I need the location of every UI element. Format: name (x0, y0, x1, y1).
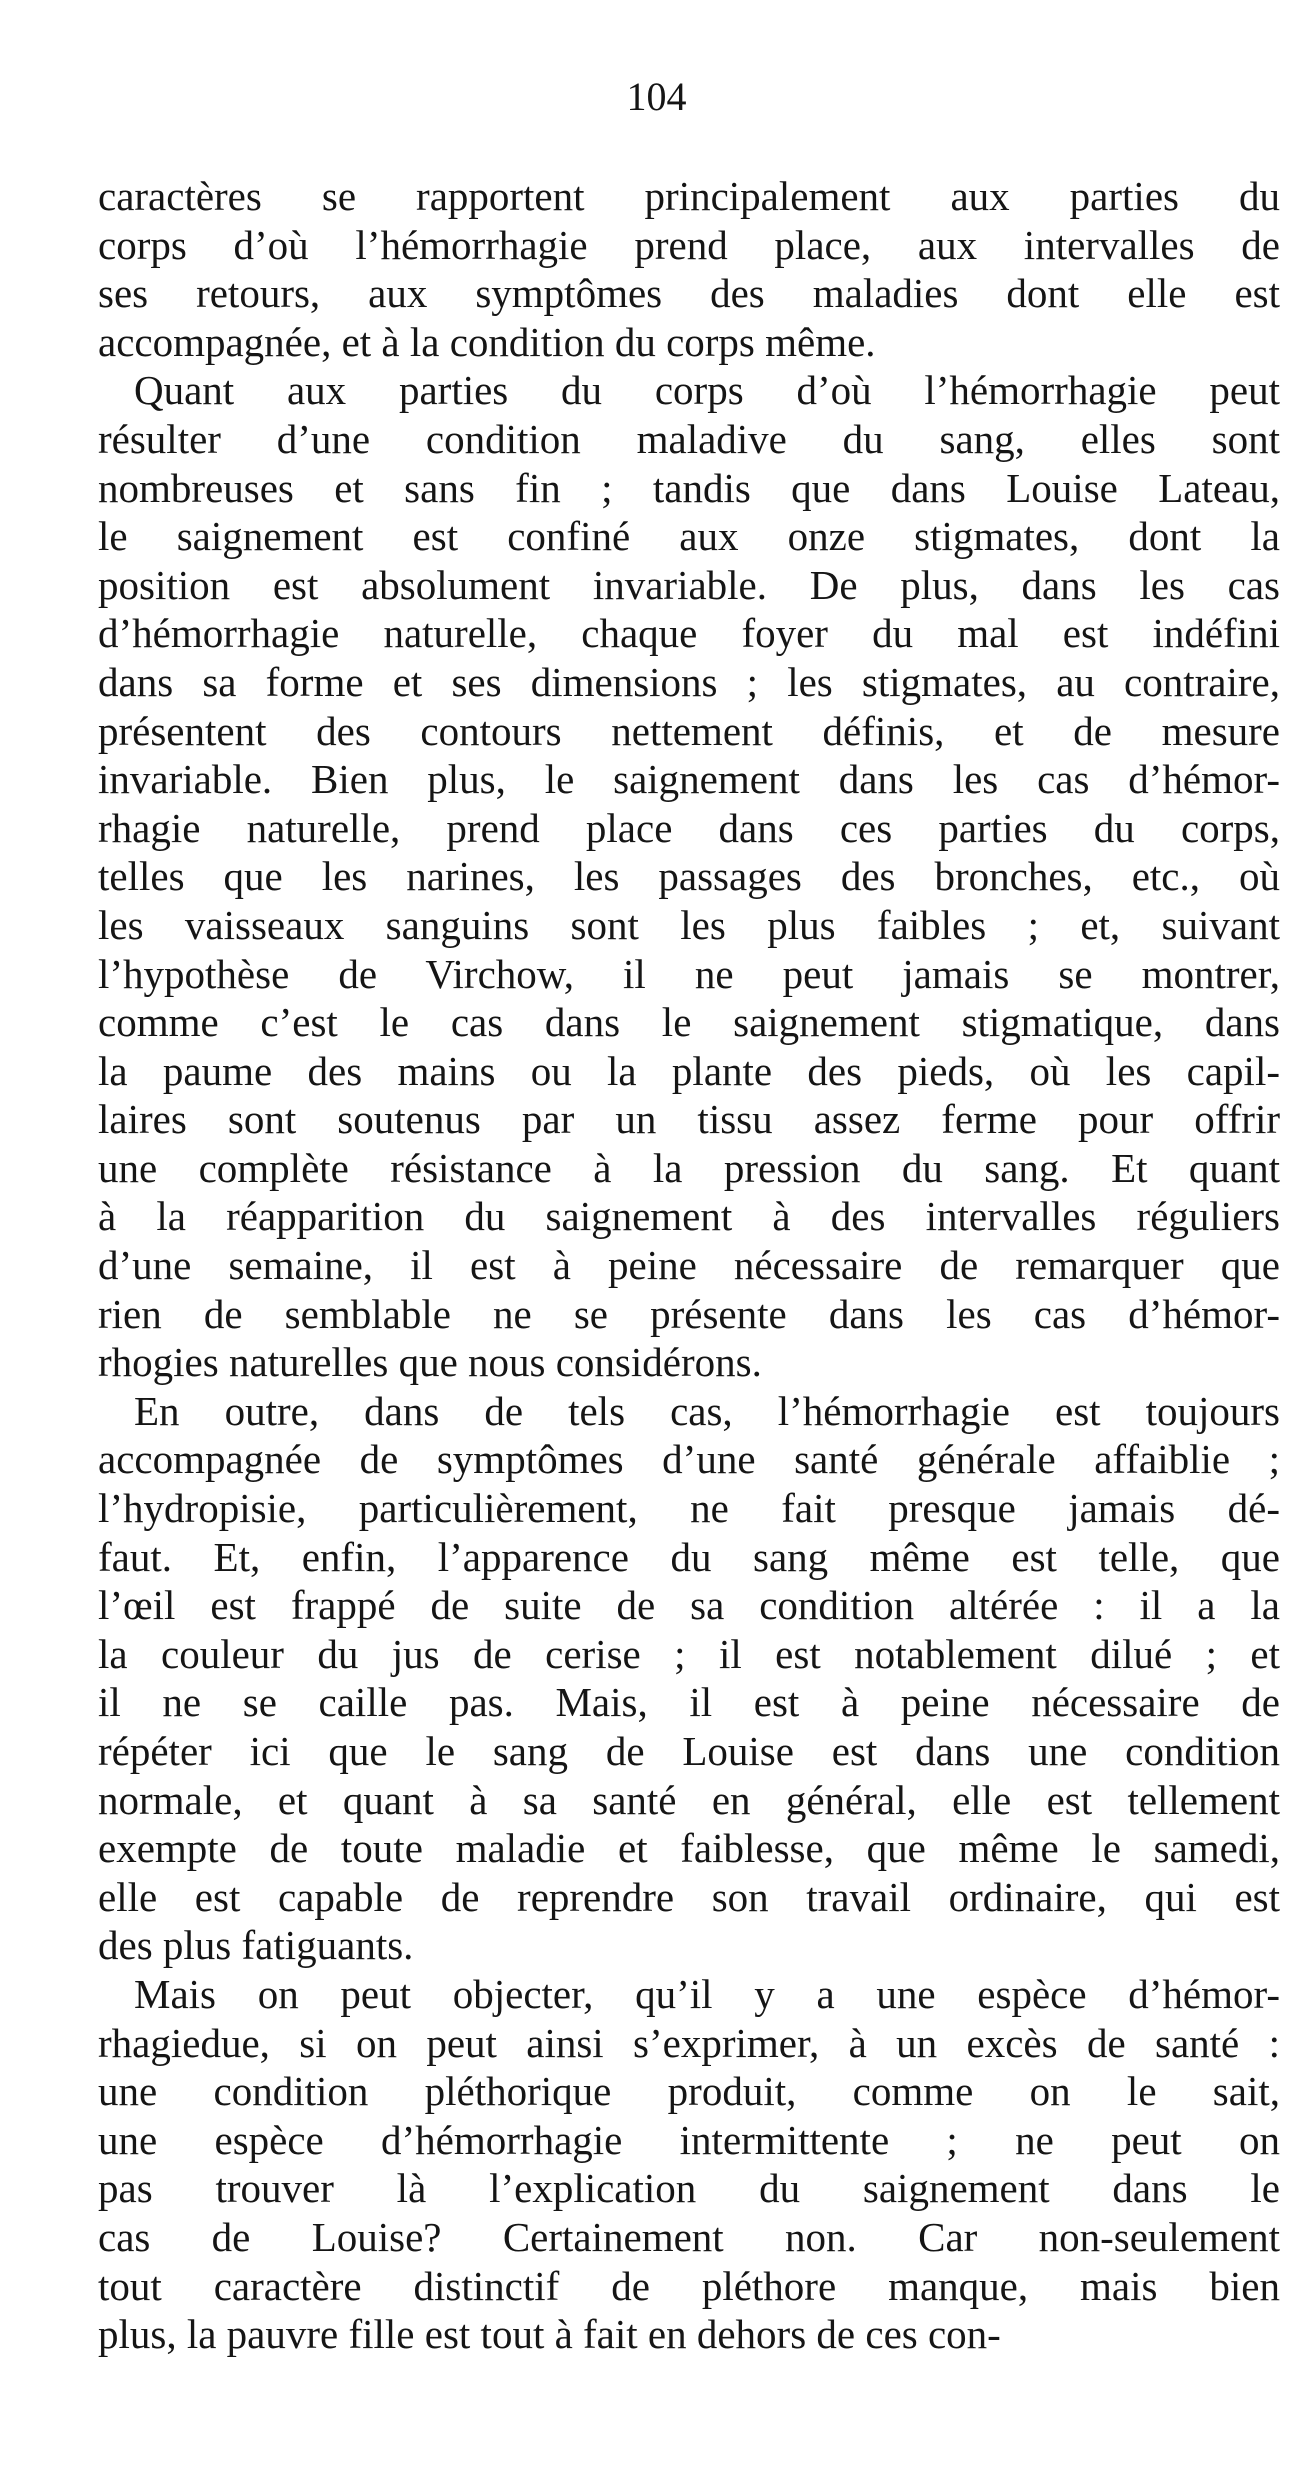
text-line: les vaisseaux sanguins sont les plus faibles ; et, suivant (98, 901, 1280, 948)
paragraph (98, 366, 1280, 1386)
text-line: rhogies naturelles que nous considérons. (98, 1339, 762, 1386)
text-line: telles que les narines, les passages des bronches, etc., où (98, 853, 1280, 900)
text-line: la paume des mains ou la plante des pieds, où les capil- (98, 1047, 1280, 1094)
text-line: plus, la pauvre fille est tout à fait en dehors de ces con- (98, 2311, 1001, 2358)
text-line: elle est capable de reprendre son travail ordinaire, qui est (98, 1873, 1280, 1920)
text-line: rhagie naturelle, prend place dans ces parties du corps, (98, 804, 1280, 851)
text-line: des plus fatiguants. (98, 1922, 414, 1969)
text-line: résulter d’une condition maladive du sang, elles sont (98, 415, 1280, 462)
text-line: comme c’est le cas dans le saignement stigmatique, dans (98, 999, 1280, 1046)
text-line: présentent des contours nettement définis, et de mesure (98, 707, 1280, 754)
text-line: cas de Louise? Certainement non. Car non-seulement (98, 2213, 1280, 2260)
text-line: faut. Et, enfin, l’apparence du sang même est telle, que (98, 1533, 1280, 1580)
text-line: exempte de toute maladie et faiblesse, que même le samedi, (98, 1825, 1280, 1872)
text-line: la couleur du jus de cerise ; il est notablement dilué ; et (98, 1630, 1280, 1677)
body-text (98, 172, 1280, 2359)
text-line: une complète résistance à la pression du sang. Et quant (98, 1144, 1280, 1191)
text-line: l’hydropisie, particulièrement, ne fait presque jamais dé- (98, 1485, 1280, 1532)
text-line: invariable. Bien plus, le saignement dans les cas d’hémor- (98, 756, 1280, 803)
text-line: accompagnée de symptômes d’une santé générale affaiblie ; (98, 1436, 1280, 1483)
text-line: normale, et quant à sa santé en général, elle est tellement (98, 1776, 1280, 1823)
text-line: l’œil est frappé de suite de sa condition altérée : il a la (98, 1582, 1280, 1629)
text-line: une condition pléthorique produit, comme on le sait, (98, 2068, 1280, 2115)
text-line: corps d’où l’hémorrhagie prend place, aux intervalles de (98, 221, 1280, 268)
text-line: dans sa forme et ses dimensions ; les stigmates, au contraire, (98, 658, 1280, 705)
text-line: tout caractère distinctif de pléthore manque, mais bien (98, 2262, 1280, 2309)
text-line: laires sont soutenus par un tissu assez ferme pour offrir (98, 1096, 1280, 1143)
text-line: caractères se rapportent principalement aux parties du (98, 173, 1280, 219)
text-line: Mais on peut objecter, qu’il y a une espèce d’hémor- (134, 1970, 1280, 2017)
text-line: il ne se caille pas. Mais, il est à peine nécessaire de (98, 1679, 1280, 1726)
text-line: d’une semaine, il est à peine nécessaire de remarquer que (98, 1242, 1280, 1289)
text-line: Quant aux parties du corps d’où l’hémorrhagie peut (134, 367, 1280, 414)
paragraph (98, 1970, 1280, 2359)
text-line: d’hémorrhagie naturelle, chaque foyer du mal est indéfini (98, 610, 1280, 657)
text-line: le saignement est confiné aux onze stigmates, dont la (98, 513, 1280, 560)
paragraph (98, 1387, 1280, 1970)
text-line: à la réapparition du saignement à des intervalles réguliers (98, 1193, 1280, 1240)
text-line: ses retours, aux symptômes des maladies dont elle est (98, 270, 1280, 317)
text-line: nombreuses et sans fin ; tandis que dans Louise Lateau, (98, 464, 1280, 511)
text-line: En outre, dans de tels cas, l’hémorrhagie est toujours (134, 1387, 1280, 1434)
text-line: répéter ici que le sang de Louise est dans une condition (98, 1728, 1280, 1774)
text-line: l’hypothèse de Virchow, il ne peut jamais se montrer, (98, 950, 1280, 997)
text-line: accompagnée, et à la condition du corps même. (98, 318, 876, 365)
text-line: rhagiedue, si on peut ainsi s’exprimer, à un excès de santé : (98, 2019, 1280, 2066)
page-number: 104 (626, 74, 687, 119)
text-line: pas trouver là l’explication du saignement dans le (98, 2165, 1280, 2212)
text-line: position est absolument invariable. De plus, dans les cas (98, 561, 1280, 608)
text-line: une espèce d’hémorrhagie intermittente ; ne peut on (98, 2116, 1280, 2163)
text-line: rien de semblable ne se présente dans les cas d’hémor- (98, 1290, 1280, 1337)
paragraph (98, 172, 1280, 366)
